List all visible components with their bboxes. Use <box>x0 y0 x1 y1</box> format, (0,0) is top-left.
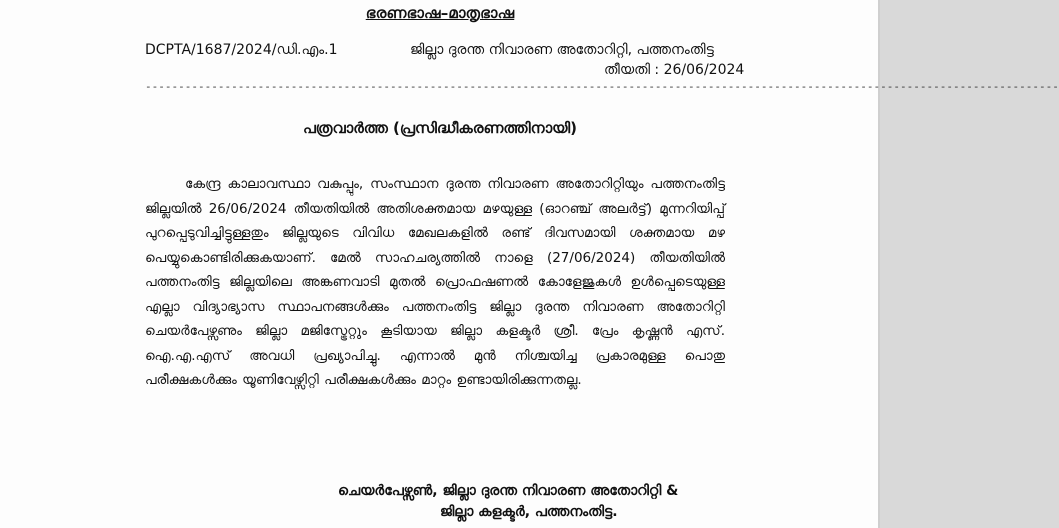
dashed-separator: ------------------------------------------------------------------------------------------------------------------------------------------ <box>145 80 1059 93</box>
reference-number: DCPTA/1687/2024/ഡി.എം.1 <box>145 42 338 58</box>
signature-line-1: ചെയർപേഴ്സൺ, ജില്ലാ ദുരന്ത നിവാരണ അതോറിറ്റി & <box>338 483 679 499</box>
authority-name: ജില്ലാ ദുരന്ത നിവാരണ അതോറിറ്റി, പത്തനംതിട്ട <box>410 42 714 58</box>
document-date: തീയതി : 26/06/2024 <box>604 62 745 78</box>
header-title: ഭരണഭാഷ–മാതൃഭാഷ <box>365 4 515 22</box>
signature-line-2: ജില്ലാ കളക്ടർ, പത്തനംതിട്ട. <box>440 504 618 520</box>
body-paragraph: കേന്ദ്ര കാലാവസ്ഥാ വകുപ്പും, സംസ്ഥാന ദുരന്ത നിവാരണ അതോറിറ്റിയും പത്തനംതിട്ട ജില്ലയിൽ 26/06/2024 തീയതിയിൽ അതിശക്തമായ മഴയുള്ള (ഓറഞ്ച് അലർട്ട്) മുന്നറിയിപ്പ് പുറപ്പെടുവിച്ചിട്ടുള്ളതും ജില്ലയുടെ വിവിധ മേഖലകളിൽ രണ്ട് ദിവസമായി ശക്തമായ മഴ പെയ്യുകൊണ്ടിരിക്കുകയാണ്. മേൽ സാഹചര്യത്തിൽ നാളെ (27/06/2024) തീയതിയിൽ പത്തനംതിട്ട ജില്ലയിലെ അങ്കണവാടി മുതൽ പ്രൊഫഷണൽ കോളേജുകൾ ഉൾപ്പെടെയുള്ള എല്ലാ വിദ്യാഭ്യാസ സ്ഥാപനങ്ങൾക്കും പത്തനംതിട്ട ജില്ലാ ദുരന്ത നിവാരണ അതോറിറ്റി ചെയർപേഴ്സണും ജില്ലാ മജിസ്ട്രേറ്റും കൂടിയായ ജില്ലാ കളക്ടർ ശ്രീ. പ്രേം കൃഷ്ണൻ എസ്. ഐ.എ.എസ് അവധി പ്രഖ്യാപിച്ചു. എന്നാൽ മുൻ നിശ്ചയിച്ച പ്രകാരമുള്ള പൊതു പരീക്ഷകൾക്കും യൂണിവേഴ്സിറ്റി പരീക്ഷകൾക്കും മാറ്റം ഉണ്ടായിരിക്കുന്നതല്ല. <box>145 176 725 388</box>
press-release-title: പത്രവാർത്ത (പ്രസിദ്ധീകരണത്തിനായി) <box>302 119 578 137</box>
